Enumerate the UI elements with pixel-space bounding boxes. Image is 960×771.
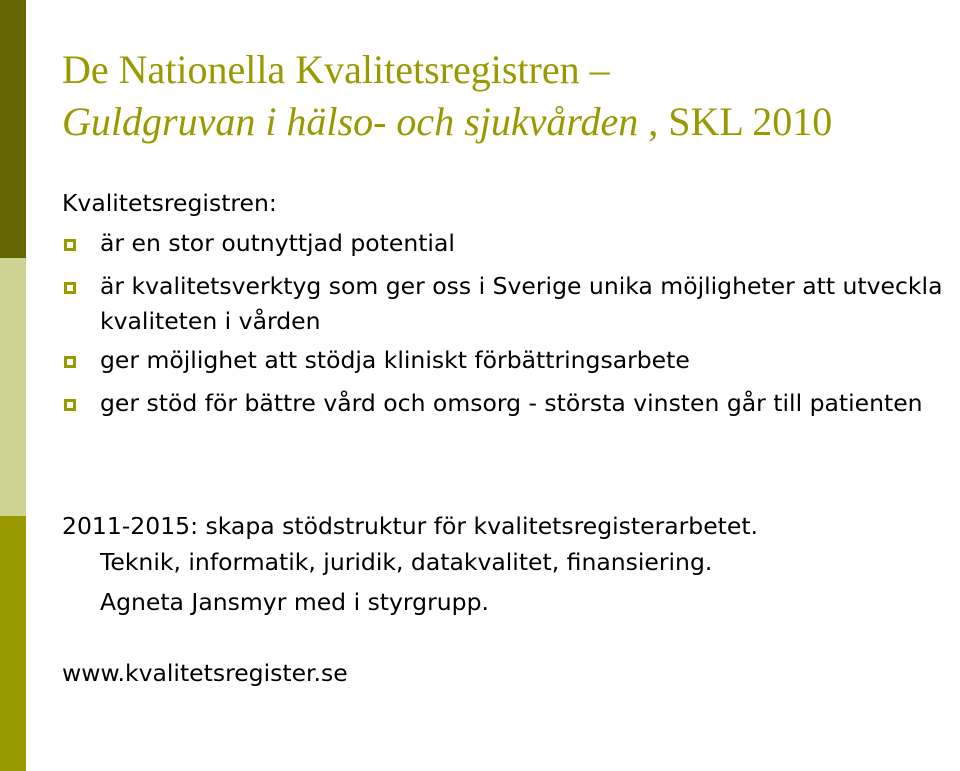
bullet-text: är en stor outnyttjad potential xyxy=(100,229,455,257)
hollow-square-bullet-icon xyxy=(64,356,76,368)
website-link[interactable]: www.kvalitetsregister.se xyxy=(62,659,348,687)
bullet-text: ger möjlighet att stödja kliniskt förbättringsarbete xyxy=(100,346,690,374)
sidebar-segment-dark xyxy=(0,0,26,258)
decorative-sidebar xyxy=(0,0,26,771)
hollow-square-bullet-icon xyxy=(64,239,76,251)
bullet-text: är kvalitetsverktyg som ger oss i Sverige unika möjligheter att utveckla kvaliteten i vården xyxy=(100,272,943,335)
slide-title xyxy=(62,44,942,148)
sidebar-segment-olive xyxy=(0,516,26,771)
bullet-text: ger stöd för bättre vård och omsorg - största vinsten går till patienten xyxy=(100,389,923,417)
plan-line-3: Agneta Jansmyr med i styrgrupp. xyxy=(100,588,489,616)
sidebar-segment-light xyxy=(0,258,26,516)
intro-label: Kvalitetsregistren: xyxy=(62,189,277,217)
title-line-2 xyxy=(62,96,942,148)
title-italic-part: Guldgruvan i hälso- och sjukvården xyxy=(62,99,639,144)
title-tail: , SKL 2010 xyxy=(638,99,833,144)
hollow-square-bullet-icon xyxy=(64,399,76,411)
plan-block xyxy=(62,508,758,620)
plan-line-2: Teknik, informatik, juridik, datakvalitet, finansiering. xyxy=(100,548,713,576)
plan-line-1: 2011-2015: skapa stödstruktur för kvalitetsregisterarbetet. xyxy=(62,512,759,540)
hollow-square-bullet-icon xyxy=(64,282,76,294)
title-line-1: De Nationella Kvalitetsregistren – xyxy=(62,47,610,92)
